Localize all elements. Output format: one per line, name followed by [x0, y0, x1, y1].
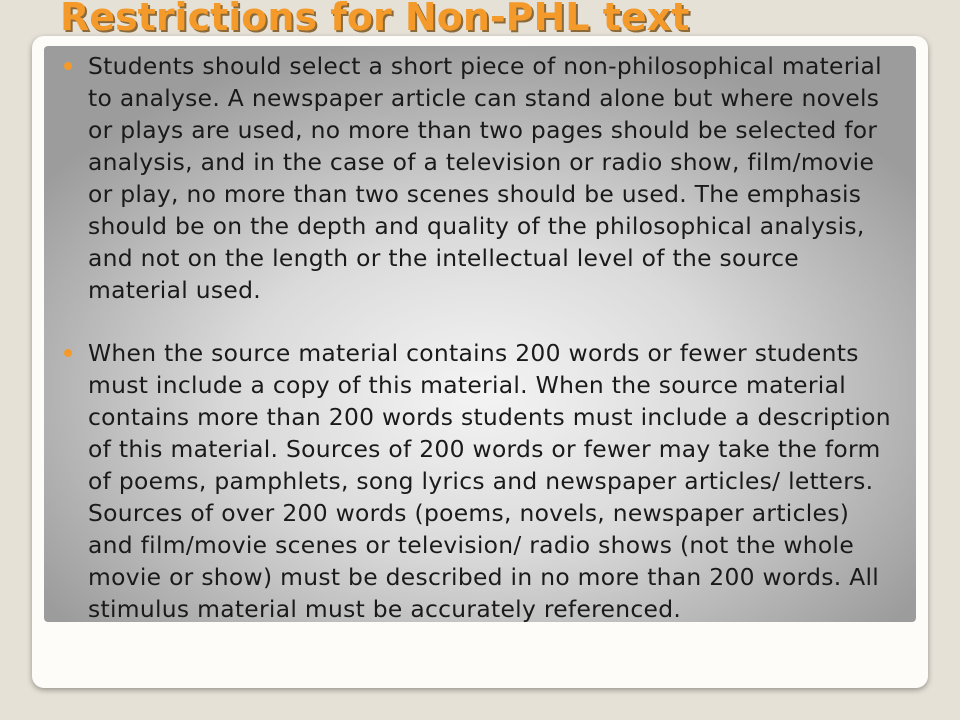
bullet-item-1	[60, 50, 900, 306]
bullet-list	[60, 50, 900, 625]
bullet-text-1: Students should select a short piece of non-philosophical material to analyse. A newspaper article can stand alone but where novels or plays are used, no more than two pages should be selected for analysis, and in the case of a television or radio show, film/movie or play, no more than two scenes should be used. The emphasis should be on the depth and quality of the philosophical analysis, and not on the length or the intellectual level of the source material used.	[88, 52, 882, 304]
bullet-item-2	[60, 337, 900, 625]
slide-title: Restrictions for Non-PHL text	[60, 0, 690, 39]
bullet-dot-icon	[64, 62, 72, 70]
bullet-text-2: When the source material contains 200 words or fewer students must include a copy of this material. When the source material contains more than 200 words students must include a description of this material. Sources of 200 words or fewer may take the form of poems, pamphlets, song lyrics and newspaper articles/ letters. Sources of over 200 words (poems, novels, newspaper articles) and film/movie scenes or television/ radio shows (not the whole movie or show) must be described in no more than 200 words. All stimulus material must be accurately referenced.	[88, 339, 891, 623]
bullet-dot-icon	[64, 349, 72, 357]
